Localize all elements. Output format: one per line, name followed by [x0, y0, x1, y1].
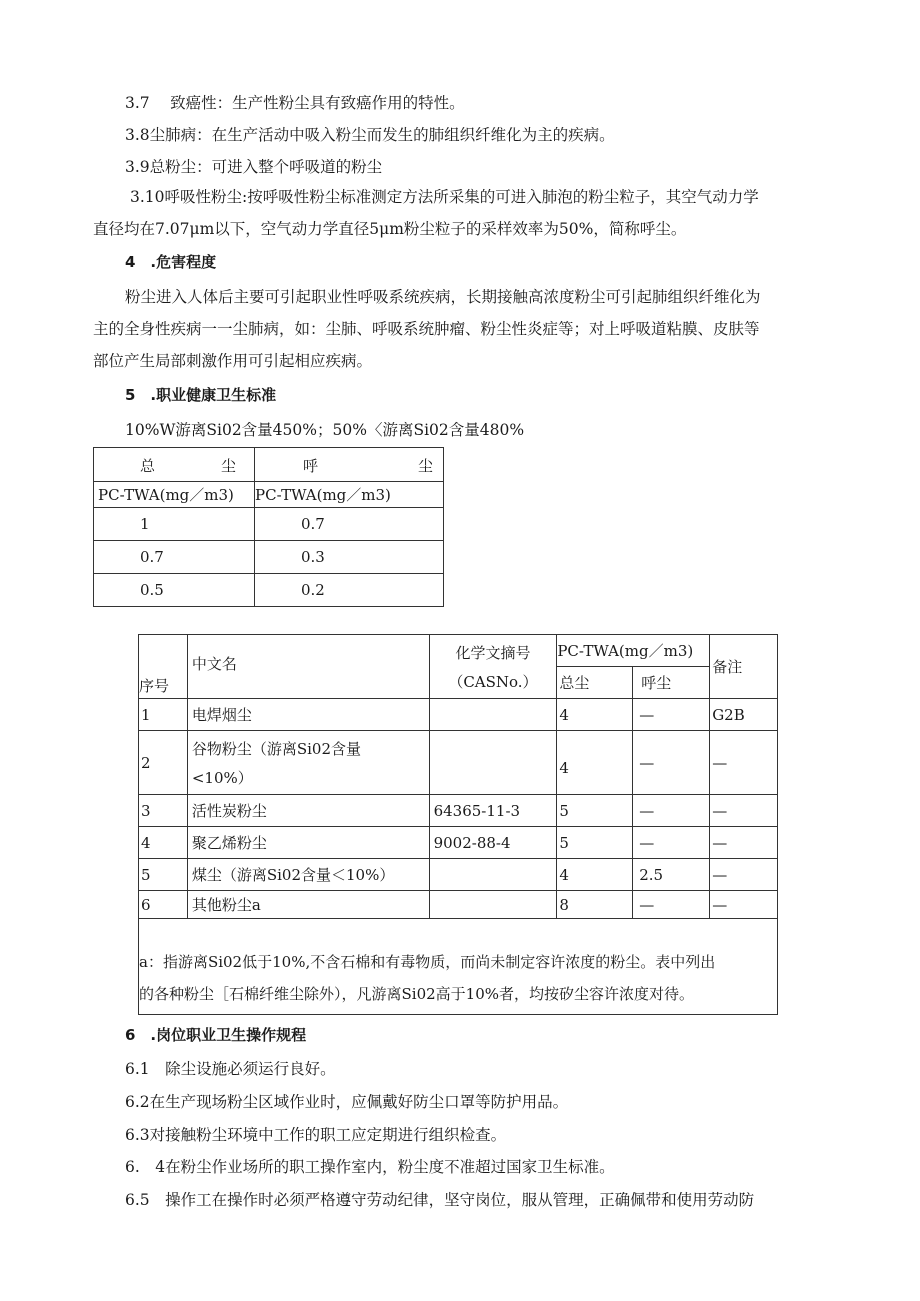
table-row: 1 0.7	[94, 508, 444, 541]
clause-6-4: 6. 4在粉尘作业场所的职工操作室内，粉尘度不准超过国家卫生标准。	[125, 1158, 615, 1176]
table-row: 0.5 0.2	[94, 574, 444, 607]
header-note: 备注	[710, 635, 778, 699]
header-respirable-unit: PC-TWA(mg／m3)	[255, 482, 444, 508]
section-5-heading: 5 .职业健康卫生标准	[125, 386, 277, 404]
header-respirable-dust: 呼 尘	[255, 448, 444, 482]
clause-6-5: 6.5 操作工在操作时必须严格遵守劳动纪律，坚守岗位，服从管理，正确佩带和使用劳动防	[125, 1191, 755, 1209]
clause-3-10-line2: 直径均在7.07μm以下，空气动力学直径5μm粉尘粒子的采样效率为50%，简称呼尘。	[93, 220, 687, 238]
section-4-line2: 主的全身性疾病一一尘肺病，如：尘肺、呼吸系统肿瘤、粉尘性炎症等；对上呼吸道粘膜、皮肤等	[93, 320, 760, 338]
header-no: 序号	[139, 635, 188, 699]
header-total: 总尘	[557, 667, 633, 699]
header-total-dust: 总 尘	[94, 448, 255, 482]
header-pc-twa: PC-TWA(mg／m3)	[557, 635, 710, 667]
dust-substance-table	[138, 634, 778, 1015]
dust-limit-table	[93, 447, 444, 607]
section-4-line3: 部位产生局部刺激作用可引起相应疾病。	[93, 352, 373, 370]
clause-3-10-line1: 3.10呼吸性粉尘:按呼吸性粉尘标准测定方法所采集的可进入肺泡的粉尘粒子，其空气动力学	[130, 188, 759, 206]
header-chinese-name: 中文名	[187, 635, 429, 699]
clause-3-7: 3.7 致癌性：生产性粉尘具有致癌作用的特性。	[125, 94, 465, 112]
table-row: 2 谷物粉尘（游离Si02含量 <10%） 4 — —	[139, 731, 778, 795]
clause-3-8: 3.8尘肺病：在生产活动中吸入粉尘而发生的肺组织纤维化为主的疾病。	[125, 126, 615, 144]
section-4-heading: 4 .危害程度	[125, 253, 217, 271]
table-row: 5 煤尘（游离Si02含量＜10%） 4 2.5 —	[139, 859, 778, 891]
table-row: 4 聚乙烯粉尘 9002-88-4 5 — —	[139, 827, 778, 859]
section-6-heading: 6 .岗位职业卫生操作规程	[125, 1026, 307, 1044]
table-row: 6 其他粉尘a 8 — —	[139, 891, 778, 919]
clause-6-1: 6.1 除尘设施必须运行良好。	[125, 1060, 336, 1078]
table-row: 3 活性炭粉尘 64365-11-3 5 — —	[139, 795, 778, 827]
section-4-line1: 粉尘进入人体后主要可引起职业性呼吸系统疾病，长期接触高浓度粉尘可引起肺组织纤维化为	[125, 288, 761, 306]
table-row: 0.7 0.3	[94, 541, 444, 574]
silica-condition: 10%W游离Si02含量450%；50%〈游离Si02含量480%	[125, 421, 525, 439]
clause-6-2: 6.2在生产现场粉尘区域作业时，应佩戴好防尘口罩等防护用品。	[125, 1093, 569, 1111]
clause-6-3: 6.3对接触粉尘环境中工作的职工应定期进行组织检查。	[125, 1126, 507, 1144]
header-cas: 化学文摘号 （CASNo.）	[429, 635, 557, 699]
clause-3-9: 3.9总粉尘：可进入整个呼吸道的粉尘	[125, 158, 383, 176]
header-total-unit: PC-TWA(mg／m3)	[94, 482, 255, 508]
table-footnote: a：指游离Si02低于10%,不含石棉和有毒物质，而尚未制定容许浓度的粉尘。表中列出 的各种粉尘［石棉纤维尘除外），凡游离Si02高于10%者，均按矽尘容许浓度对待。	[139, 919, 778, 1015]
table-row: 1 电焊烟尘 4 — G2B	[139, 699, 778, 731]
header-resp: 呼尘	[633, 667, 710, 699]
